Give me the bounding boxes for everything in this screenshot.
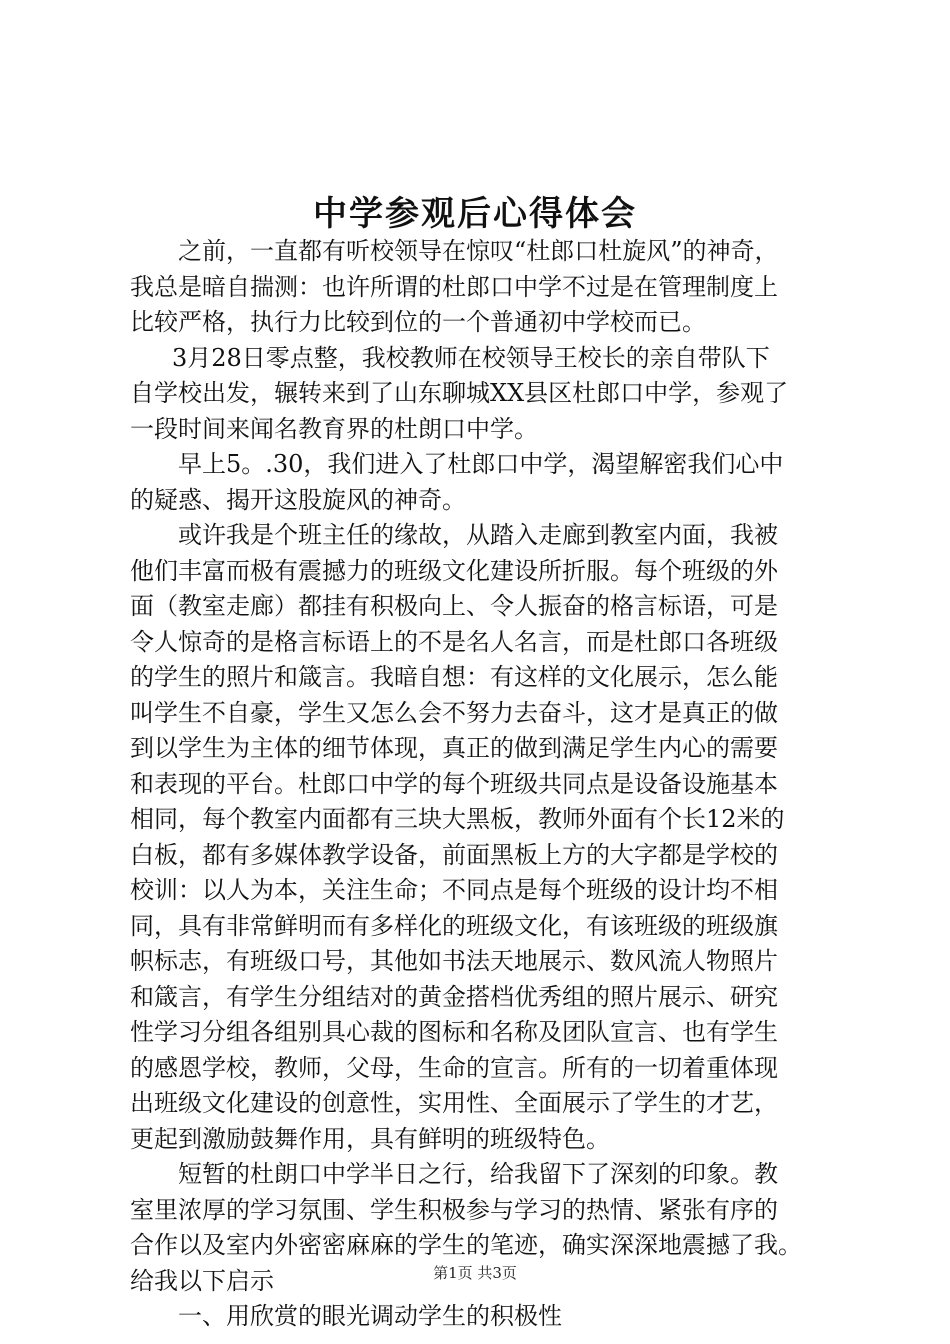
text-line: 室里浓厚的学习氛围、学生积极参与学习的热情、紧张有序的 xyxy=(130,1195,778,1224)
text-line: 性学习分组各组别具心裁的图标和名称及团队宣言、也有学生 xyxy=(130,1018,778,1046)
text-line: 之前，一直都有听校领导在惊叹“杜郎口杜旋风”的神奇， xyxy=(178,237,779,265)
text-line: 的感恩学校，教师，父母，生命的宣言。所有的一切着重体现 xyxy=(130,1053,778,1082)
text-line: 帜标志，有班级口号，其他如书法天地展示、数风流人物照片 xyxy=(130,947,778,975)
text-line: 短暂的杜朗口中学半日之行，给我留下了深刻的印象。教 xyxy=(178,1160,778,1188)
text-line: 面（教室走廊）都挂有积极向上、令人振奋的格言标语，可是 xyxy=(130,592,778,620)
text-line: 令人惊奇的是格言标语上的不是名人名言，而是杜郎口各班级 xyxy=(130,627,778,656)
text-line: 到以学生为主体的细节体现，真正的做到满足学生内心的需要 xyxy=(130,734,778,762)
text-line: 的学生的照片和箴言。我暗自想：有这样的文化展示，怎么能 xyxy=(130,663,778,691)
document-title: 中学参观后心得体会 xyxy=(313,194,637,234)
text-line: 他们丰富而极有震撼力的班级文化建设所折服。每个班级的外 xyxy=(130,556,778,585)
text-line: 和箴言，有学生分组结对的黄金搭档优秀组的照片展示、研究 xyxy=(130,982,778,1011)
document-body xyxy=(130,234,830,1335)
text-line: 比较严格，执行力比较到位的一个普通初中学校而已。 xyxy=(130,308,706,336)
text-line: 我总是暗自揣测：也许所谓的杜郎口中学不过是在管理制度上 xyxy=(130,272,778,301)
text-line: 的疑惑、揭开这股旋风的神奇。 xyxy=(130,485,466,514)
text-line: 白板，都有多媒体教学设备，前面黑板上方的大字都是学校的 xyxy=(130,840,778,869)
text-line: 更起到激励鼓舞作用，具有鲜明的班级特色。 xyxy=(130,1124,610,1153)
text-line: 或许我是个班主任的缘故，从踏入走廊到教室内面，我被 xyxy=(178,521,778,549)
text-line: 相同，每个教室内面都有三块大黑板，教师外面有个长12米的 xyxy=(130,805,785,833)
text-line: 合作以及室内外密密麻麻的学生的笔迹，确实深深地震撼了我。 xyxy=(130,1231,802,1259)
text-line: 同，具有非常鲜明而有多样化的班级文化，有该班级的班级旗 xyxy=(130,911,778,940)
text-line: 给我以下启示 xyxy=(130,1266,274,1295)
text-line: 早上5。.30，我们进入了杜郎口中学，渴望解密我们心中 xyxy=(178,450,784,478)
text-line: 3月28日零点整，我校教师在校领导王校长的亲自带队下 xyxy=(172,343,770,372)
text-line: 出班级文化建设的创意性，实用性、全面展示了学生的才艺， xyxy=(130,1089,778,1117)
text-line: 叫学生不自豪，学生又怎么会不努力去奋斗，这才是真正的做 xyxy=(130,698,778,727)
text-line: 一、用欣赏的眼光调动学生的积极性 xyxy=(178,1302,562,1330)
page-footer: 第1页 共3页 xyxy=(433,1264,517,1282)
text-line: 和表现的平台。杜郎口中学的每个班级共同点是设备设施基本 xyxy=(130,769,778,798)
text-line: 一段时间来闻名教育界的杜朗口中学。 xyxy=(130,414,538,443)
text-line: 自学校出发，辗转来到了山东聊城XX县区杜郎口中学，参观了 xyxy=(130,379,789,407)
text-line: 校训：以人为本，关注生命；不同点是每个班级的设计均不相 xyxy=(130,876,778,904)
